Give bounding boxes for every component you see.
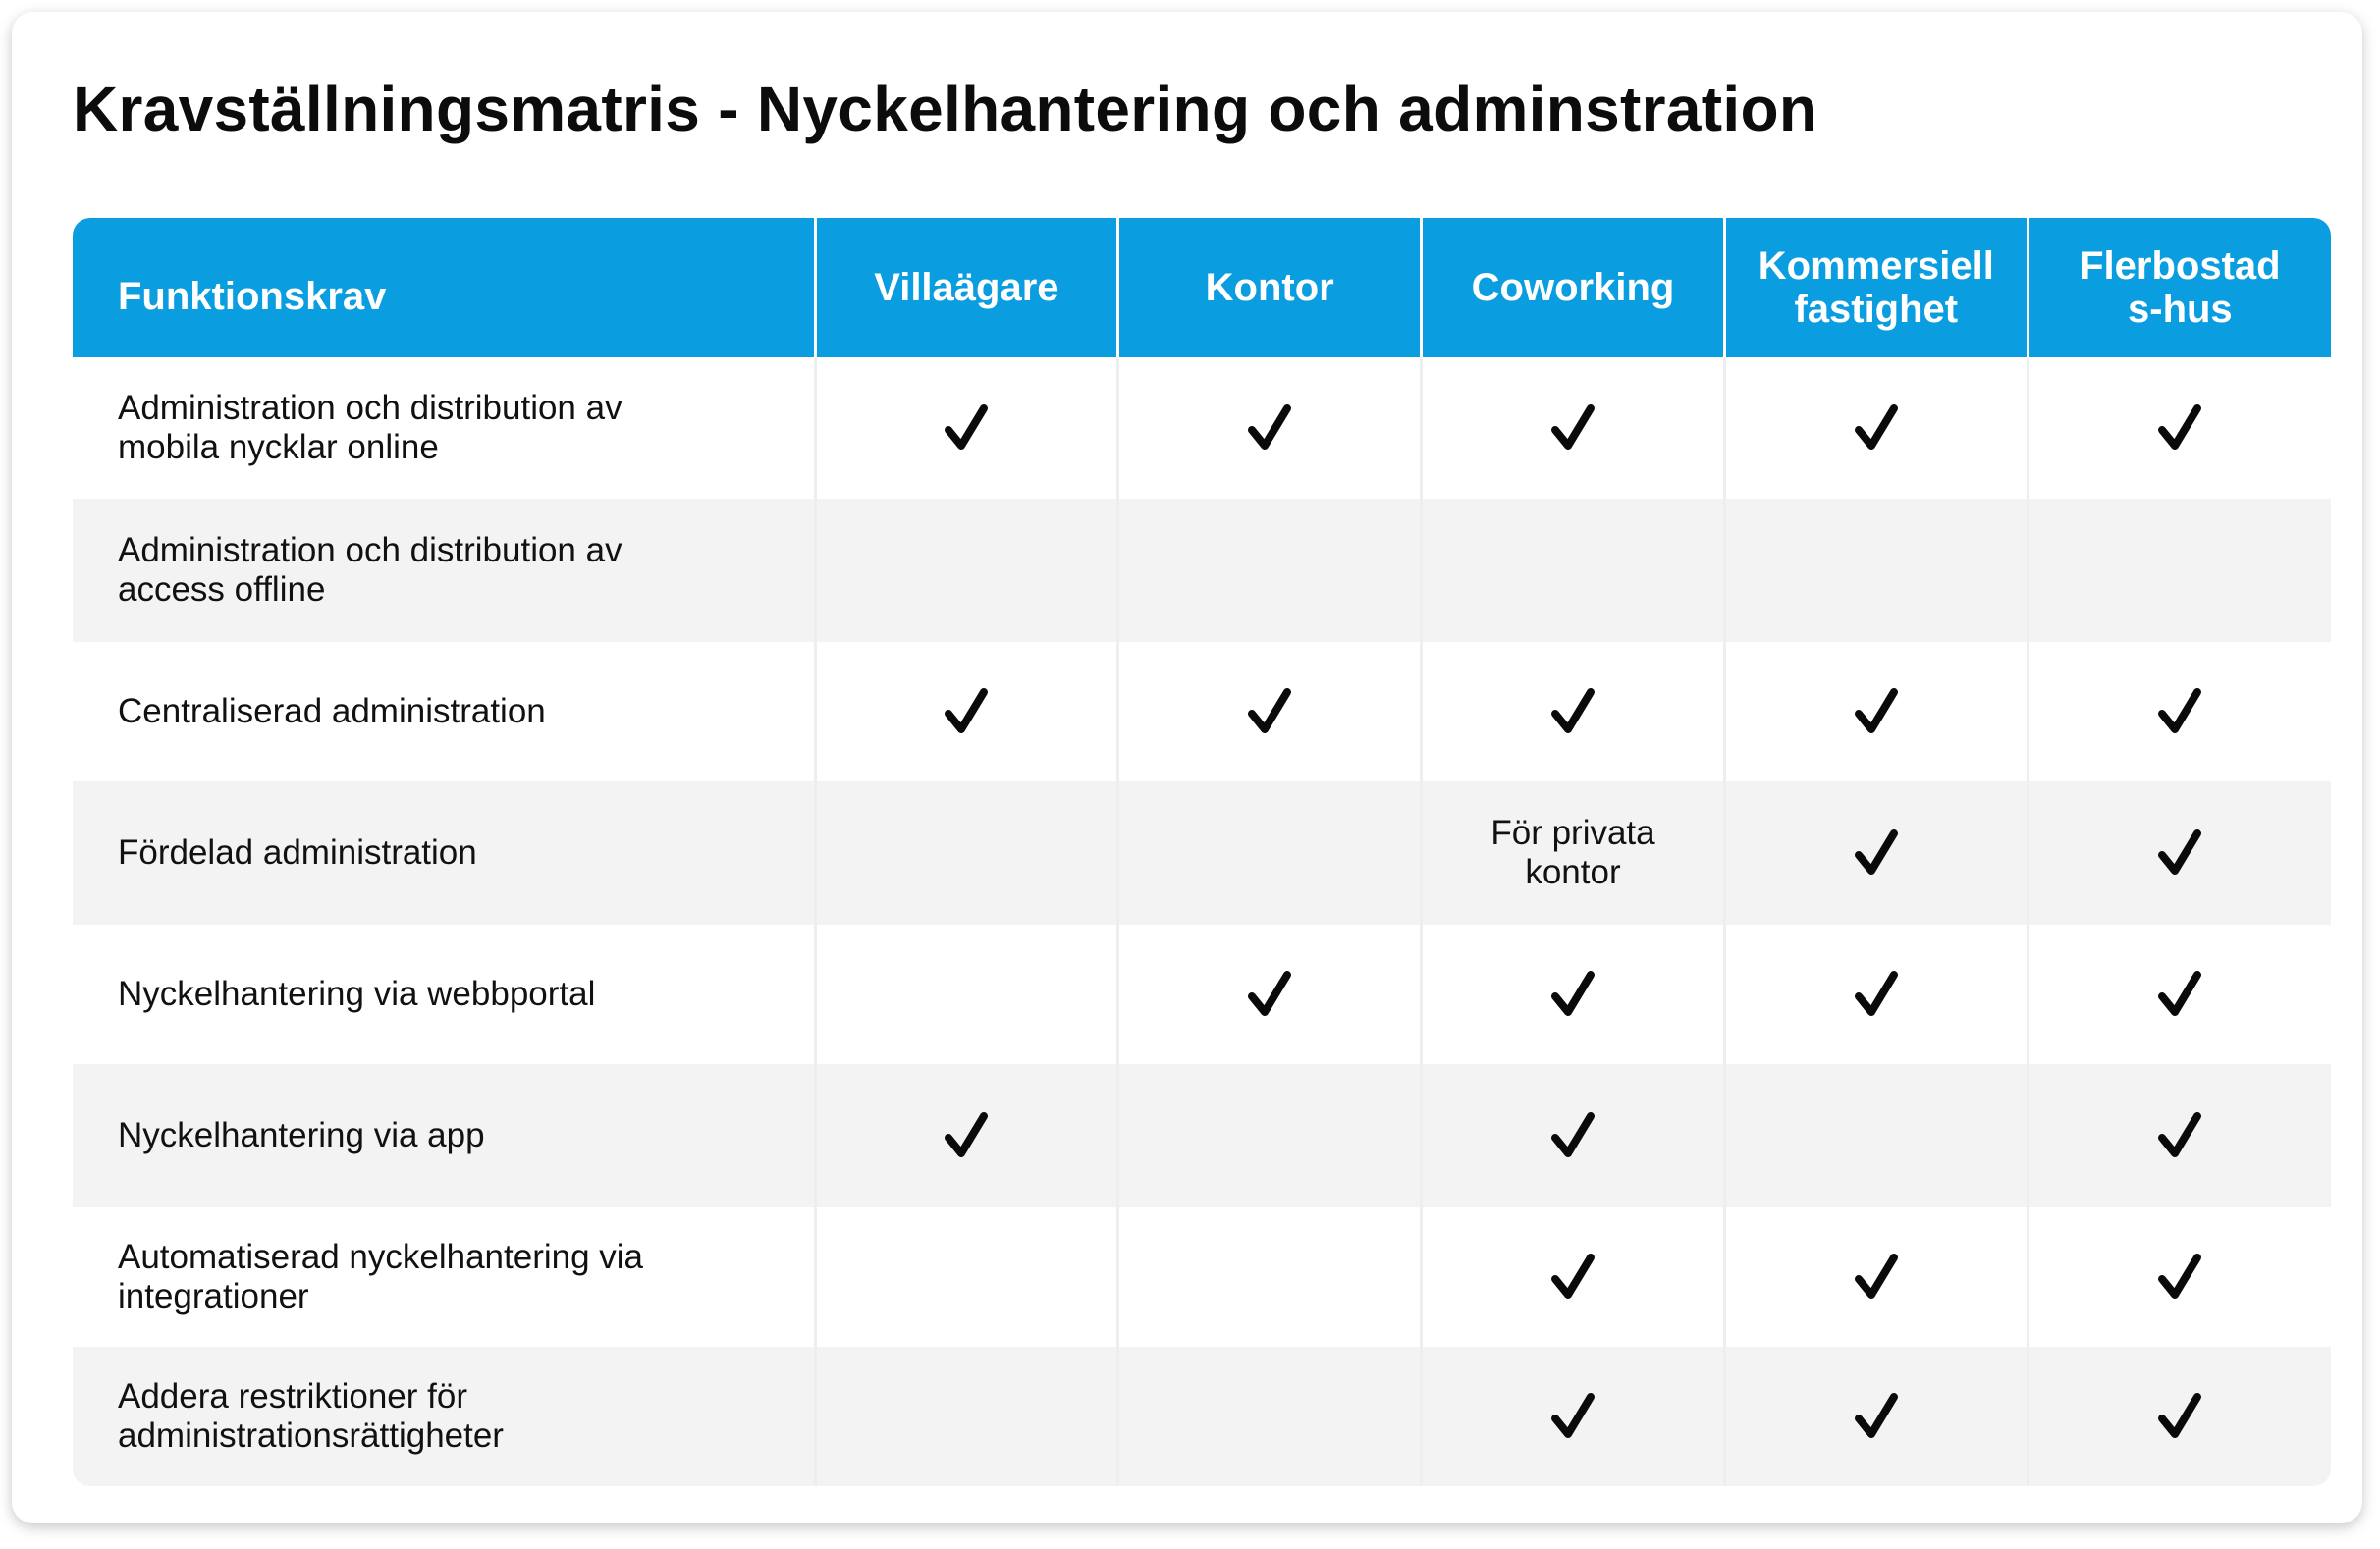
matrix-cell [1118,1347,1422,1486]
matrix-cell [1724,781,2028,925]
matrix-cell [1724,642,2028,781]
matrix-cell [1422,1207,1725,1347]
requirement-label-text: Automatiserad nyckelhantering via integrationer [118,1238,644,1315]
checkmark-icon [1545,684,1600,739]
matrix-cell [1118,781,1422,925]
checkmark-icon [1849,684,1904,739]
matrix-cell [815,1347,1118,1486]
header-segment-kommersiell-fastighet: Kommersiell fastighet [1724,218,2028,357]
table-row [73,357,2331,499]
checkmark-icon [2152,967,2207,1022]
table-row [73,925,2331,1064]
checkmark-icon [2152,1389,2207,1444]
matrix-cell [1118,1064,1422,1207]
matrix-card [12,12,2362,1523]
requirement-label-text: Administration och distribution av access offline [118,531,622,609]
requirement-label-text: Addera restriktioner för administrationsrättigheter [118,1377,504,1455]
requirement-label [73,1347,815,1486]
matrix-cell [1724,1347,2028,1486]
cell-note: För privata kontor [1490,814,1655,891]
checkmark-icon [1242,967,1297,1022]
matrix-cell [815,499,1118,642]
matrix-cell [2028,642,2331,781]
requirement-label: Nyckelhantering via webbportal [73,925,815,1064]
table-row [73,1347,2331,1486]
table-row [73,781,2331,925]
header-segment-kontor: Kontor [1118,218,1422,357]
matrix-cell [2028,1347,2331,1486]
matrix-cell [1724,499,2028,642]
checkmark-icon [1545,1389,1600,1444]
matrix-cell [2028,781,2331,925]
table-row [73,642,2331,781]
matrix-cell [815,781,1118,925]
matrix-cell [815,357,1118,499]
header-requirement: Funktionskrav [73,218,815,357]
checkmark-icon [939,401,994,455]
requirement-label [73,1207,815,1347]
checkmark-icon [939,1108,994,1163]
checkmark-icon [2152,684,2207,739]
checkmark-icon [939,684,994,739]
header-segment-coworking: Coworking [1422,218,1725,357]
matrix-cell [2028,357,2331,499]
requirement-label: Centraliserad administration [73,642,815,781]
table-row [73,1207,2331,1347]
page-title: Kravställningsmatris - Nyckelhantering och adminstration [73,74,1818,144]
matrix-cell [2028,499,2331,642]
matrix-cell [1422,1064,1725,1207]
matrix-cell [1422,1347,1725,1486]
requirements-matrix [73,218,2331,1486]
checkmark-icon [2152,1250,2207,1305]
matrix-cell [1118,1207,1422,1347]
table-row [73,499,2331,642]
checkmark-icon [1849,1250,1904,1305]
matrix-cell [1724,1207,2028,1347]
matrix-cell [1422,925,1725,1064]
checkmark-icon [2152,1108,2207,1163]
matrix-header-row [73,218,2331,357]
matrix-cell [815,1207,1118,1347]
matrix-cell [815,1064,1118,1207]
table-row [73,1064,2331,1207]
matrix-cell [1422,357,1725,499]
checkmark-icon [2152,401,2207,455]
checkmark-icon [1545,1250,1600,1305]
matrix-cell [1724,357,2028,499]
checkmark-icon [1849,967,1904,1022]
matrix-cell [1724,1064,2028,1207]
matrix-cell [2028,925,2331,1064]
matrix-cell [1118,357,1422,499]
matrix-cell [1118,499,1422,642]
requirement-label: Nyckelhantering via app [73,1064,815,1207]
checkmark-icon [1545,967,1600,1022]
checkmark-icon [1849,1389,1904,1444]
matrix-cell [1422,499,1725,642]
matrix-cell [815,925,1118,1064]
checkmark-icon [1545,401,1600,455]
checkmark-icon [2152,826,2207,881]
requirement-label-text: Administration och distribution av mobila nycklar online [118,389,622,466]
matrix-body [73,357,2331,1486]
matrix-cell [1422,781,1725,925]
requirement-label [73,357,815,499]
matrix-cell [2028,1064,2331,1207]
matrix-cell [1118,925,1422,1064]
matrix-cell [1118,642,1422,781]
checkmark-icon [1545,1108,1600,1163]
checkmark-icon [1849,401,1904,455]
requirement-label: Fördelad administration [73,781,815,925]
header-segment-villaagare: Villaägare [815,218,1118,357]
matrix-cell [815,642,1118,781]
checkmark-icon [1242,684,1297,739]
requirement-label [73,499,815,642]
matrix-cell [1724,925,2028,1064]
header-segment-flerbostadshus: Flerbostads-hus [2028,218,2331,357]
checkmark-icon [1242,401,1297,455]
checkmark-icon [1849,826,1904,881]
matrix-cell [2028,1207,2331,1347]
matrix-cell [1422,642,1725,781]
